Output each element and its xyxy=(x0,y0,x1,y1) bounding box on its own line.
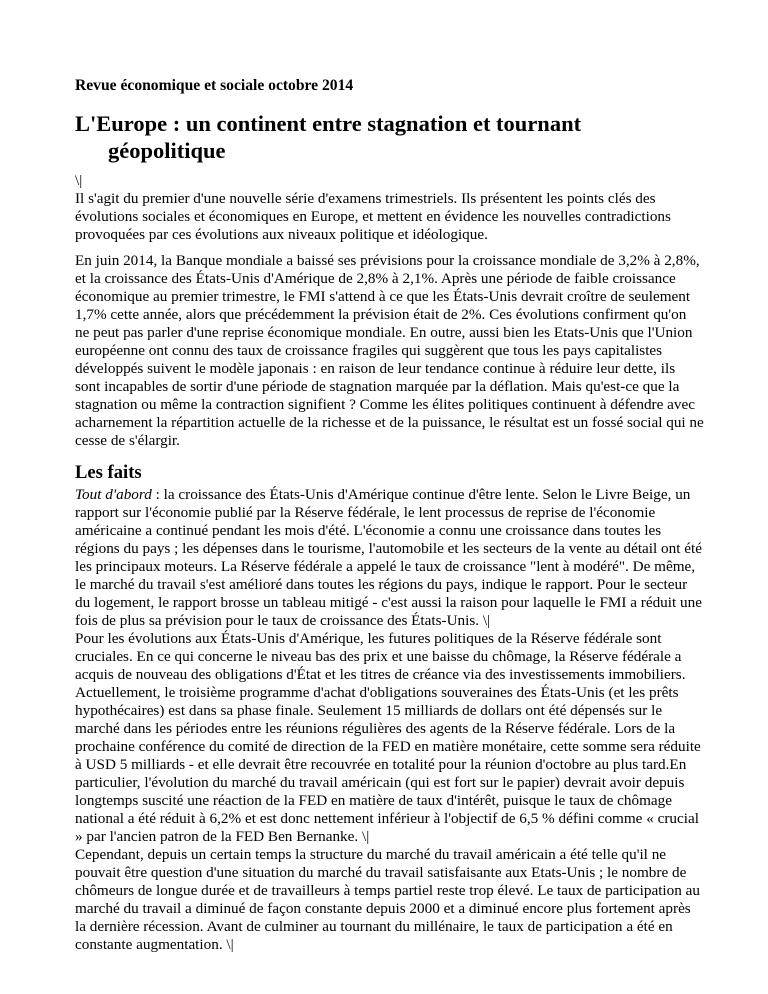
intro-block xyxy=(75,172,704,244)
facts-paragraph-2: Pour les évolutions aux États-Unis d'Amérique, les futures politiques de la Réserve fédérale sont cruciales. En ce qui concerne le niveau bas des prix et une baisse du chômage, la Réserve fédérale a acquis de nouveau des obligations d'État et les titres de créance via des investissements immobiliers. Actuellement, le troisième programme d'achat d'obligations souveraines des États-Unis (et les prêts hypothécaires) est dans sa phase finale. Seulement 15 milliards de dollars ont été dépensés sur le marché dans les périodes entre les réunions régulières des agents de la Réserve fédérale. Lors de la prochaine conférence du comité de direction de la FED en matière monétaire, cette somme sera réduite à USD 5 milliards - et elle devrait être recouvrée en totalité pour la réunion d'octobre au plus tard.En particulier, l'évolution du marché du travail américain (qui est fort sur le papier) devrait avoir depuis longtemps suscité une réaction de la FED en matière de taux d'intérêt, puisque le taux de chômage national a été réduit à 6,2% et est donc nettement inférieur à l'objectif de 6,5 % défini comme « crucial » par l'ancien patron de la FED Ben Bernanke. \| xyxy=(75,630,701,845)
section-heading-facts: Les faits xyxy=(75,462,142,483)
journal-issue-line: Revue économique et sociale octobre 2014 xyxy=(75,77,354,94)
article-title: L'Europe : un continent entre stagnation et tournant géopolitique xyxy=(75,111,582,163)
overview-paragraph: En juin 2014, la Banque mondiale a baissé ses prévisions pour la croissance mondiale de 3,2% à 2,8%, et la croissance des États-Unis d'Amérique de 2,8% à 2,1%. Après une période de faible croissance économique au premier trimestre, le FMI s'attend à ce que les États-Unis devrait croître de seulement 1,7% cette année, alors que précédemment la prévision était de 2%. Ces évolutions confirment qu'on ne peut pas parler d'une reprise économique mondiale. En outre, aussi bien les Etats-Unis que l'Union européenne ont connu des taux de croissance fragiles qui suggèrent que tous les pays capitalistes développés suivent le modèle japonais : en raison de leur tendance continue à réduire leur dette, ils sont incapables de sortir d'une période de stagnation marquée par la déflation. Mais qu'est-ce que la stagnation ou même la contraction signifient ? Comme les élites politiques continuent à défendre avec acharnement la répartition actuelle de la richesse et de la puissance, le résultat est un fossé social qui ne cesse de s'élargir. xyxy=(75,252,704,449)
facts-paragraph-3: Cependant, depuis un certain temps la structure du marché du travail américain a été telle qu'il ne pouvait être question d'une situation du marché du travail satisfaisante aux Etats-Unis ; le nombre de chômeurs de longue durée et de travailleurs à temps partiel reste trop élevé. Le taux de participation au marché du travail a diminué de façon constante depuis 2000 et a diminué encore plus fortement après la dernière récession. Avant de culminer au tournant du millénaire, le taux de participation a été en constante augmentation. \| xyxy=(75,846,700,953)
intro-paragraph: Il s'agit du premier d'une nouvelle série d'examens trimestriels. Ils présentent les points clés des évolutions sociales et économiques en Europe, et mettent en évidence les nouvelles contradictions provoquées par ces évolutions aux niveaux politique et idéologique. xyxy=(75,190,671,243)
facts-paragraph-1-text: : la croissance des États-Unis d'Amérique continue d'être lente. Selon le Livre Beige, un rapport sur l'économie publié par la Réserve fédérale, le lent processus de reprise de l'économie américaine a continué pendant les mois d'été. L'économie a connu une croissance dans toutes les régions du pays ; les dépenses dans le tourisme, l'automobile et les secteurs de la vente au détail ont été les principaux moteurs. La Réserve fédérale a appelé le taux de croissance "lent à modéré". De même, le marché du travail s'est amélioré dans toutes les régions du pays, indique le rapport. Pour le secteur du logement, le rapport brosse un tableau mitigé - c'est aussi la raison pour laquelle le FMI a réduit une fois de plus sa prévision pour le taux de croissance des États-Unis. \| xyxy=(75,486,702,629)
facts-lead: Tout d'abord xyxy=(75,486,152,503)
facts-paragraph-1 xyxy=(75,486,704,630)
title-marker: \| xyxy=(75,172,83,189)
